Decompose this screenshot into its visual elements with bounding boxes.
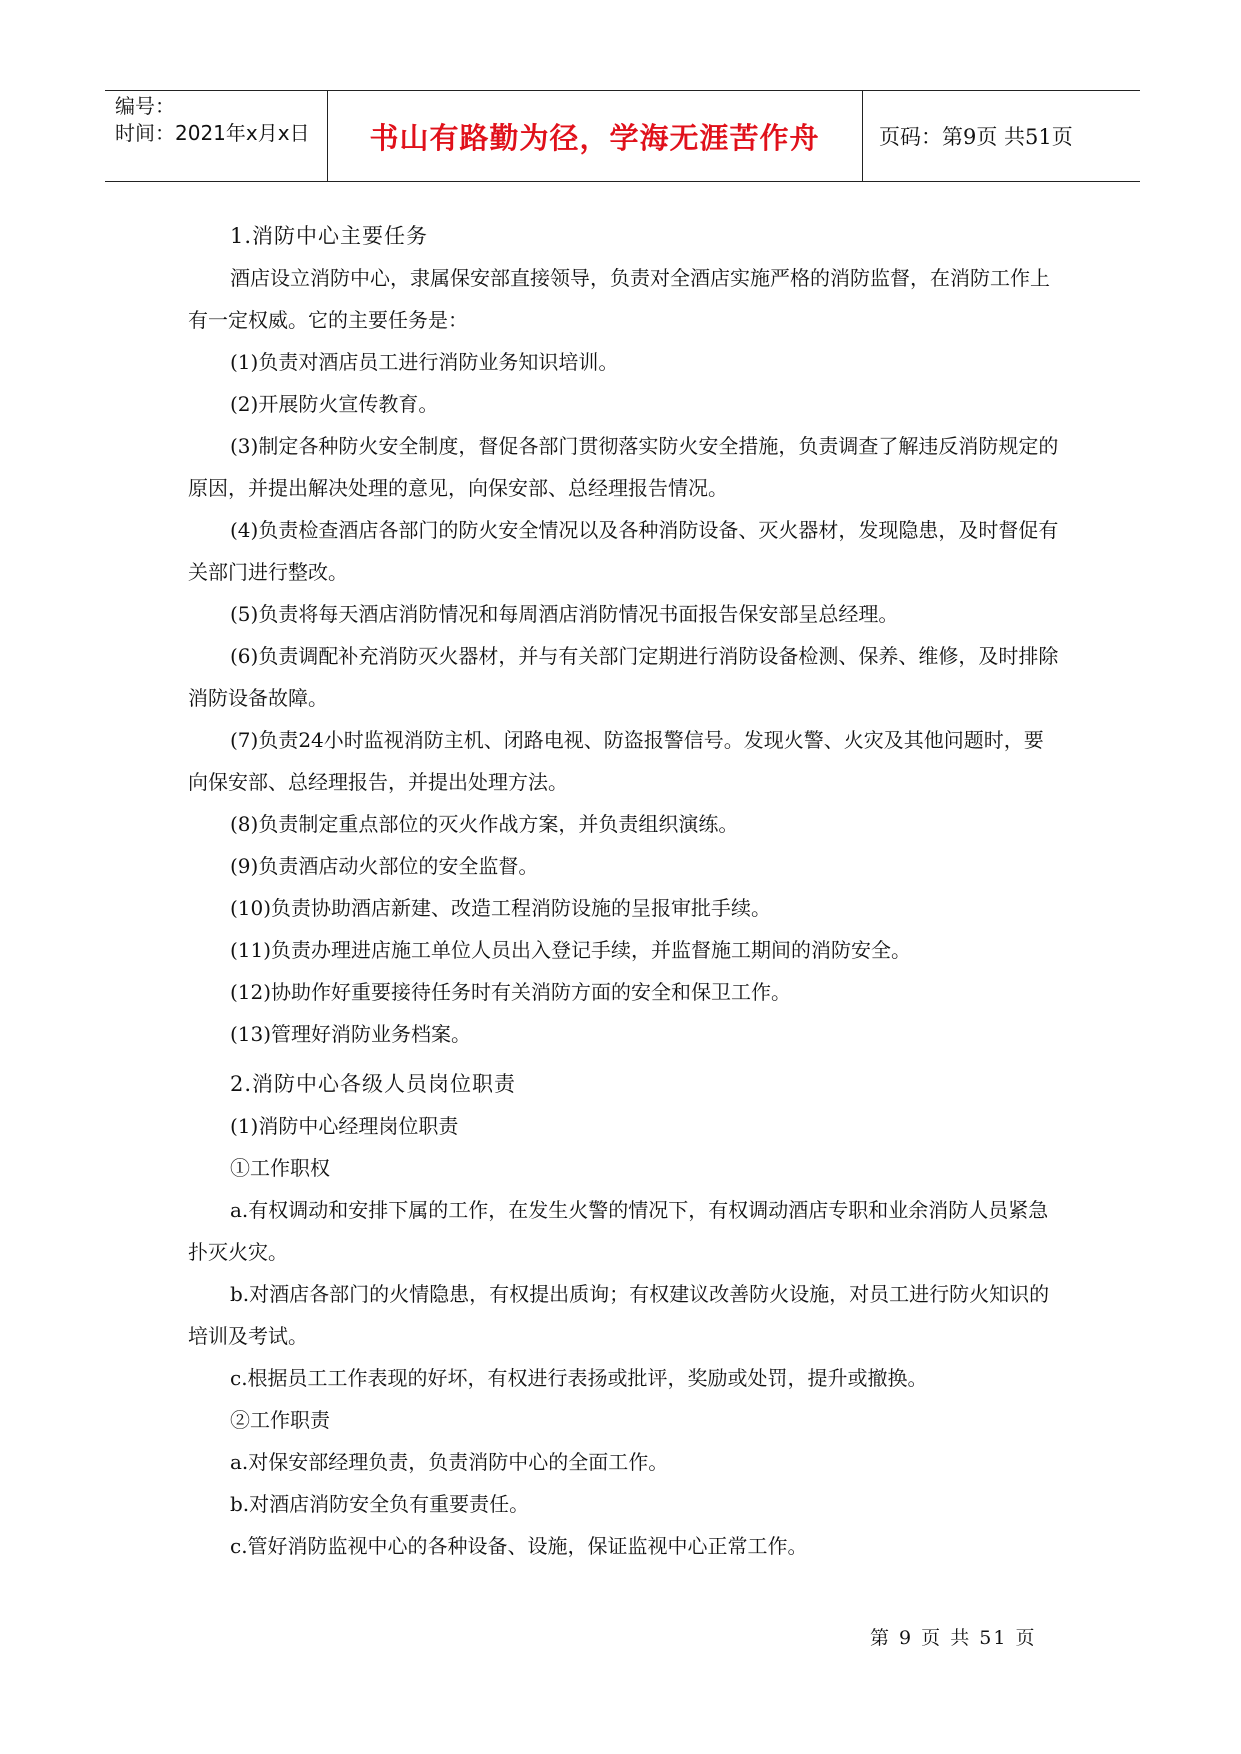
section-gap [188,1055,1060,1063]
document-body [188,215,1060,1567]
document-time: 时间：2021年x月x日 [115,121,310,145]
section-heading: 1.消防中心主要任务 [230,224,429,248]
list-item: (13)管理好消防业务档案。 [230,1022,472,1046]
list-item: (3)制定各种防火安全制度，督促各部门贯彻落实防火安全措施，负责调查了解违反消防规定的原因，并提出解决处理的意见，向保安部、总经理报告情况。 [188,434,1059,500]
list-item: (10)负责协助酒店新建、改造工程消防设施的呈报审批手续。 [230,896,772,920]
list-item: a.有权调动和安排下属的工作，在发生火警的情况下，有权调动酒店专职和业余消防人员紧急扑灭火灾。 [188,1198,1049,1264]
list-item: (6)负责调配补充消防灭火器材，并与有关部门定期进行消防设备检测、保养、维修，及时排除消防设备故障。 [188,644,1059,710]
subsection-heading: (1)消防中心经理岗位职责 [230,1114,459,1138]
list-item: c.管好消防监视中心的各种设备、设施，保证监视中心正常工作。 [230,1534,808,1558]
list-item: (5)负责将每天酒店消防情况和每周酒店消防情况书面报告保安部呈总经理。 [230,602,899,626]
list-item: a.对保安部经理负责，负责消防中心的全面工作。 [230,1450,669,1474]
subsection-title: ①工作职权 [230,1156,330,1180]
list-item: (4)负责检查酒店各部门的防火安全情况以及各种消防设备、灭火器材，发现隐患，及时督促有关部门进行整改。 [188,518,1059,584]
subsection-title: ②工作职责 [230,1408,330,1432]
list-item: (9)负责酒店动火部位的安全监督。 [230,854,539,878]
header-divider [862,91,863,181]
paragraph: 酒店设立消防中心，隶属保安部直接领导，负责对全酒店实施严格的消防监督，在消防工作上有一定权威。它的主要任务是： [188,266,1050,332]
list-item: (2)开展防火宣传教育。 [230,392,439,416]
list-item: (11)负责办理进店施工单位人员出入登记手续，并监督施工期间的消防安全。 [230,938,912,962]
header-page-info: 页码：第9页 共51页 [879,125,1073,149]
list-item: (8)负责制定重点部位的灭火作战方案，并负责组织演练。 [230,812,739,836]
list-item: c.根据员工工作表现的好坏，有权进行表扬或批评，奖励或处罚，提升或撤换。 [230,1366,928,1390]
list-item: b.对酒店消防安全负有重要责任。 [230,1492,530,1516]
page-header [105,90,1140,182]
list-item: (12)协助作好重要接待任务时有关消防方面的安全和保卫工作。 [230,980,792,1004]
list-item: (7)负责24小时监视消防主机、闭路电视、防盗报警信号。发现火警、火灾及其他问题时，要向保安部、总经理报告，并提出处理方法。 [188,728,1044,794]
header-motto: 书山有路勤为径，学海无涯苦作舟 [369,120,820,155]
section-heading: 2.消防中心各级人员岗位职责 [230,1072,517,1096]
list-item: (1)负责对酒店员工进行消防业务知识培训。 [230,350,619,374]
page-footer: 第 9 页 共 51 页 [870,1627,1037,1649]
document-number-label: 编号： [115,94,175,118]
list-item: b.对酒店各部门的火情隐患，有权提出质询；有权建议改善防火设施，对员工进行防火知识的培训及考试。 [188,1282,1050,1348]
